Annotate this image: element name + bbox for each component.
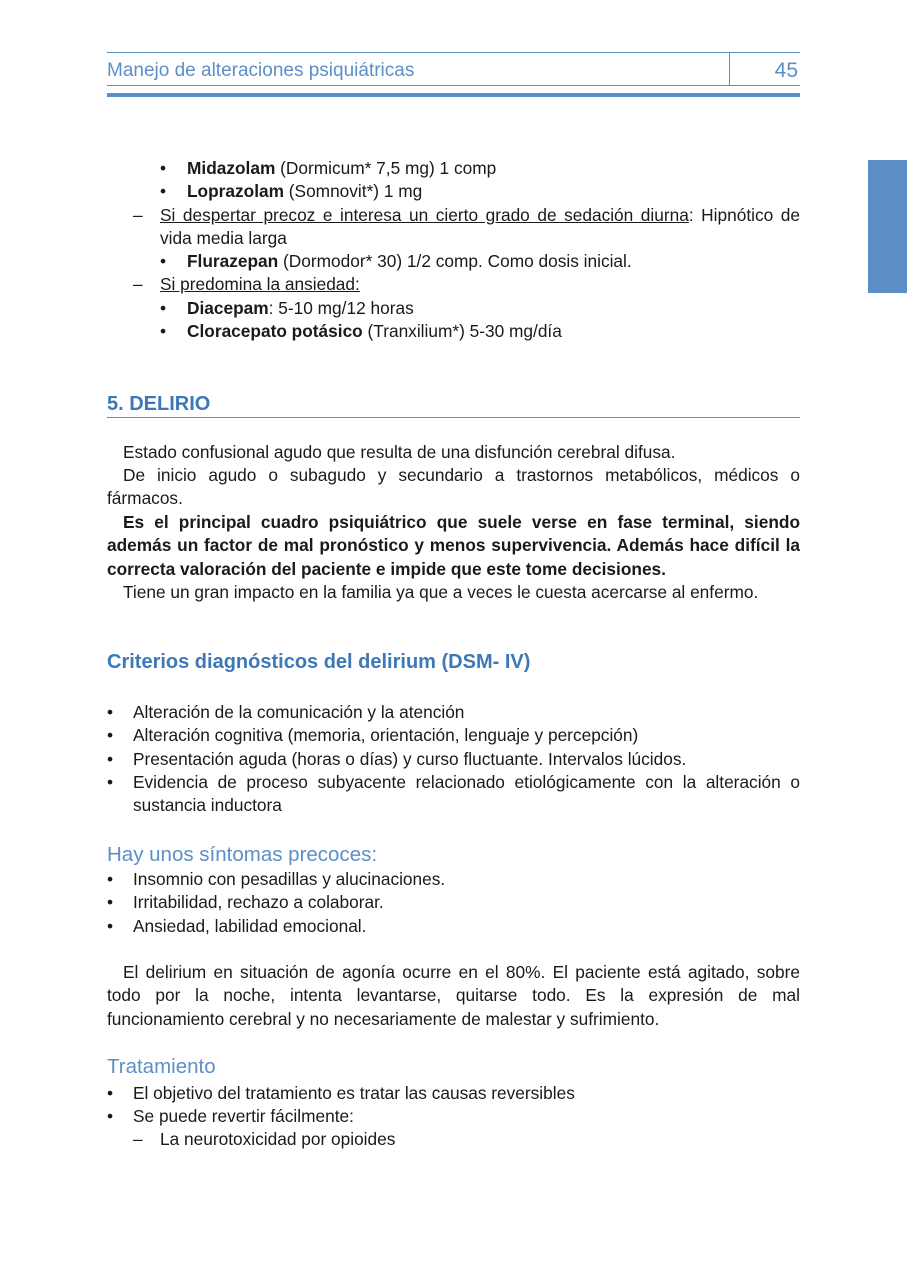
paragraph xyxy=(107,581,800,604)
page-number: 45 xyxy=(774,59,798,82)
drug-detail: (Somnovit*) 1 mg xyxy=(283,181,423,201)
list-item-text: Insomnio con pesadillas y alucinaciones. xyxy=(133,869,446,889)
chapter-side-tab xyxy=(868,160,907,293)
list-item-text: La neurotoxicidad por opioides xyxy=(160,1129,396,1149)
paragraph-text: Estado confusional agudo que resulta de una disfunción cerebral difusa. xyxy=(123,442,676,462)
section-title: 5. DELIRIO xyxy=(107,390,800,418)
bullet-marker: • xyxy=(160,251,167,271)
drug-name: Loprazolam xyxy=(187,181,284,201)
list-item-text: El objetivo del tratamiento es tratar las causas reversibles xyxy=(133,1083,575,1103)
subsection-title: Hay unos síntomas precoces: xyxy=(107,843,378,866)
bullet-marker: • xyxy=(160,298,167,318)
paragraph xyxy=(107,441,800,464)
list-item-text: Alteración cognitiva (memoria, orientación, lenguaje y percepción) xyxy=(133,725,639,745)
header-divider xyxy=(729,53,730,86)
paragraph-bold xyxy=(107,511,800,581)
list-item-text: Presentación aguda (horas o días) y curso fluctuante. Intervalos lúcidos. xyxy=(133,749,687,769)
list-item-text: Se puede revertir fácilmente: xyxy=(133,1106,354,1126)
paragraph-text: De inicio agudo o subagudo y secundario a trastornos metabólicos, médicos o fármacos. xyxy=(107,465,800,509)
bullet-marker: • xyxy=(107,749,114,769)
dash-marker: – xyxy=(133,274,143,294)
drug-detail: (Dormodor* 30) 1/2 comp. Como dosis inicial. xyxy=(278,251,632,271)
condition-text: Si predomina la ansiedad: xyxy=(160,274,360,294)
bullet-marker: • xyxy=(107,1106,114,1126)
bullet-marker: • xyxy=(160,158,167,178)
dash-item xyxy=(133,204,800,251)
bullet-marker: • xyxy=(107,916,114,936)
bullet-marker: • xyxy=(160,321,167,341)
list-item-text: Evidencia de proceso subyacente relacionado etiológicamente con la alteración o sustancia inductora xyxy=(133,772,800,816)
bullet-marker: • xyxy=(107,1083,114,1103)
dash-marker: – xyxy=(133,205,143,225)
paragraph-text: El delirium en situación de agonía ocurre en el 80%. El paciente está agitado, sobre todo por la noche, intenta levantarse, quitarse todo. Es la expresión de mal funcionamiento cerebral y no necesariamente de malestar y sufrimiento. xyxy=(107,962,800,1029)
bullet-marker: • xyxy=(107,725,114,745)
bullet-marker: • xyxy=(107,869,114,889)
paragraph-text: Tiene un gran impacto en la familia ya que a veces le cuesta acercarse al enfermo. xyxy=(123,582,759,602)
subsection-title: Tratamiento xyxy=(107,1055,216,1078)
drug-name: Midazolam xyxy=(187,158,276,178)
page-header xyxy=(107,52,800,87)
drug-detail: (Tranxilium*) 5-30 mg/día xyxy=(362,321,562,341)
drug-detail: (Dormicum* 7,5 mg) 1 comp xyxy=(275,158,497,178)
paragraph xyxy=(107,961,800,1031)
dash-marker: – xyxy=(133,1129,143,1149)
drug-name: Diacepam xyxy=(187,298,269,318)
paragraph-text: Es el principal cuadro psiquiátrico que suele verse en fase terminal, siendo además un factor de mal pronóstico y menos supervivencia. Además hace difícil la correcta valoración del paciente e impide que este tome decisiones. xyxy=(107,512,800,579)
condition-detail: : Hipnótico de vida media larga xyxy=(160,205,800,249)
drug-detail: : 5-10 mg/12 horas xyxy=(268,298,414,318)
list-item xyxy=(107,771,800,818)
running-title: Manejo de alteraciones psiquiátricas xyxy=(107,60,415,81)
bullet-marker: • xyxy=(160,181,167,201)
drug-name: Flurazepan xyxy=(187,251,279,271)
list-item-text: Ansiedad, labilidad emocional. xyxy=(133,916,367,936)
paragraph xyxy=(107,464,800,511)
drug-name: Cloracepato potásico xyxy=(187,321,363,341)
bullet-marker: • xyxy=(107,772,114,792)
condition-text: Si despertar precoz e interesa un cierto grado de sedación diurna xyxy=(160,205,689,225)
header-rule-thin xyxy=(107,85,800,86)
list-item-text: Alteración de la comunicación y la atención xyxy=(133,702,465,722)
list-item-text: Irritabilidad, rechazo a colaborar. xyxy=(133,892,384,912)
bullet-marker: • xyxy=(107,892,114,912)
bullet-marker: • xyxy=(107,702,114,722)
subsection-title: Criterios diagnósticos del delirium (DSM- IV) xyxy=(107,651,531,673)
header-rule xyxy=(107,93,800,97)
